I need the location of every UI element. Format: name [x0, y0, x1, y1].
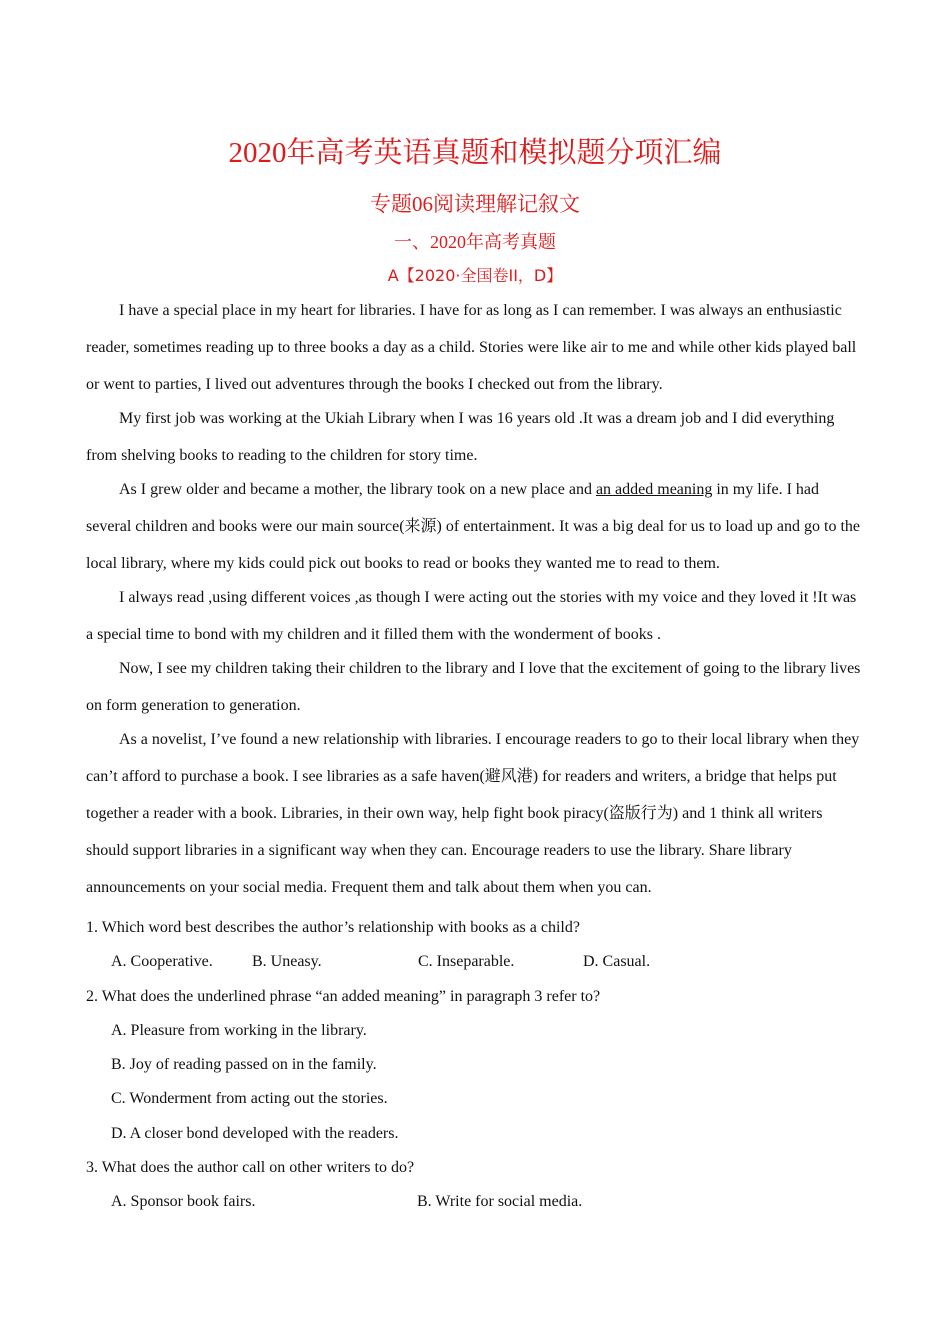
underlined-phrase: an added meaning — [595, 481, 713, 498]
q1-option-b: B. Uneasy. — [252, 953, 322, 971]
q1-option-a: A. Cooperative. — [111, 953, 213, 971]
document-title: 2020年高考英语真题和模拟题分项汇编 — [228, 137, 722, 169]
question-list — [86, 911, 864, 1220]
q2-option-a: A. Pleasure from working in the library. — [111, 1021, 367, 1039]
q2-option-d: D. A closer bond developed with the readers. — [111, 1124, 399, 1142]
q1-option-d: D. Casual. — [583, 953, 651, 971]
paragraph-5: Now, I see my children taking their children to the library and I love that the excitement of going to the library lives on form generation to generation. — [86, 660, 861, 714]
question-1-stem: 1. Which word best describes the author’s relationship with books as a child? — [86, 919, 580, 936]
paragraph-3-start: As I grew older and became a mother, the library took on a new place and — [119, 481, 596, 498]
question-1-options — [86, 945, 864, 979]
paragraph-2: My first job was working at the Ukiah Library when I was 16 years old .It was a dream job and I did everything from shelving books to reading to the children for story time. — [86, 410, 835, 464]
q2-option-c: C. Wonderment from acting out the stories. — [111, 1090, 388, 1108]
topic-subtitle: 专题06阅读理解记叙文 — [370, 192, 580, 216]
question-3-options — [86, 1185, 864, 1219]
paragraph-3-end: in my life. I had several children and books were our main source(来源) of entertainment. It was a big deal for us to load up and go to the local library, where my kids could pick out books to read or books they wanted me to read to them. — [86, 481, 860, 572]
question-2-stem: 2. What does the underlined phrase “an added meaning” in paragraph 3 refer to? — [86, 987, 601, 1005]
paragraph-1: I have a special place in my heart for libraries. I have for as long as I can remember. I was always an enthusiastic reader, sometimes reading up to three books a day as a child. Stories were like air to me and while other kids played ball or went to parties, I lived out adventures through the books I checked out from the library. — [86, 302, 857, 393]
section-heading: 一、2020年高考真题 — [394, 232, 556, 252]
paragraph-4: I always read ,using different voices ,as though I were acting out the stories with my voice and they loved it !It was a special time to bond with my children and it filled them with the wonderment of books . — [86, 589, 857, 643]
question-3-stem: 3. What does the author call on other writers to do? — [86, 1159, 415, 1177]
q1-option-c: C. Inseparable. — [418, 953, 515, 971]
source-label: A【2020·全国卷II，D】 — [387, 266, 563, 285]
paragraph-3 — [86, 471, 864, 582]
q3-option-a: A. Sponsor book fairs. — [111, 1193, 256, 1211]
reading-passage — [86, 292, 864, 903]
paragraph-6: As a novelist, I’ve found a new relationship with libraries. I encourage readers to go to their local library when they can’t afford to purchase a book. I see libraries as a safe haven(避风港) for readers and writers, a bridge that helps put together a reader with a book. Libraries, in their own way, help fight book piracy(盗版行为) and 1 think all writers should support libraries in a significant way when they can. Encourage readers to use the library. Share library announcements on your social media. Frequent them and talk about them when you can. — [86, 731, 860, 896]
q2-option-b: B. Joy of reading passed on in the family. — [111, 1056, 377, 1074]
q3-option-b: B. Write for social media. — [417, 1193, 583, 1211]
